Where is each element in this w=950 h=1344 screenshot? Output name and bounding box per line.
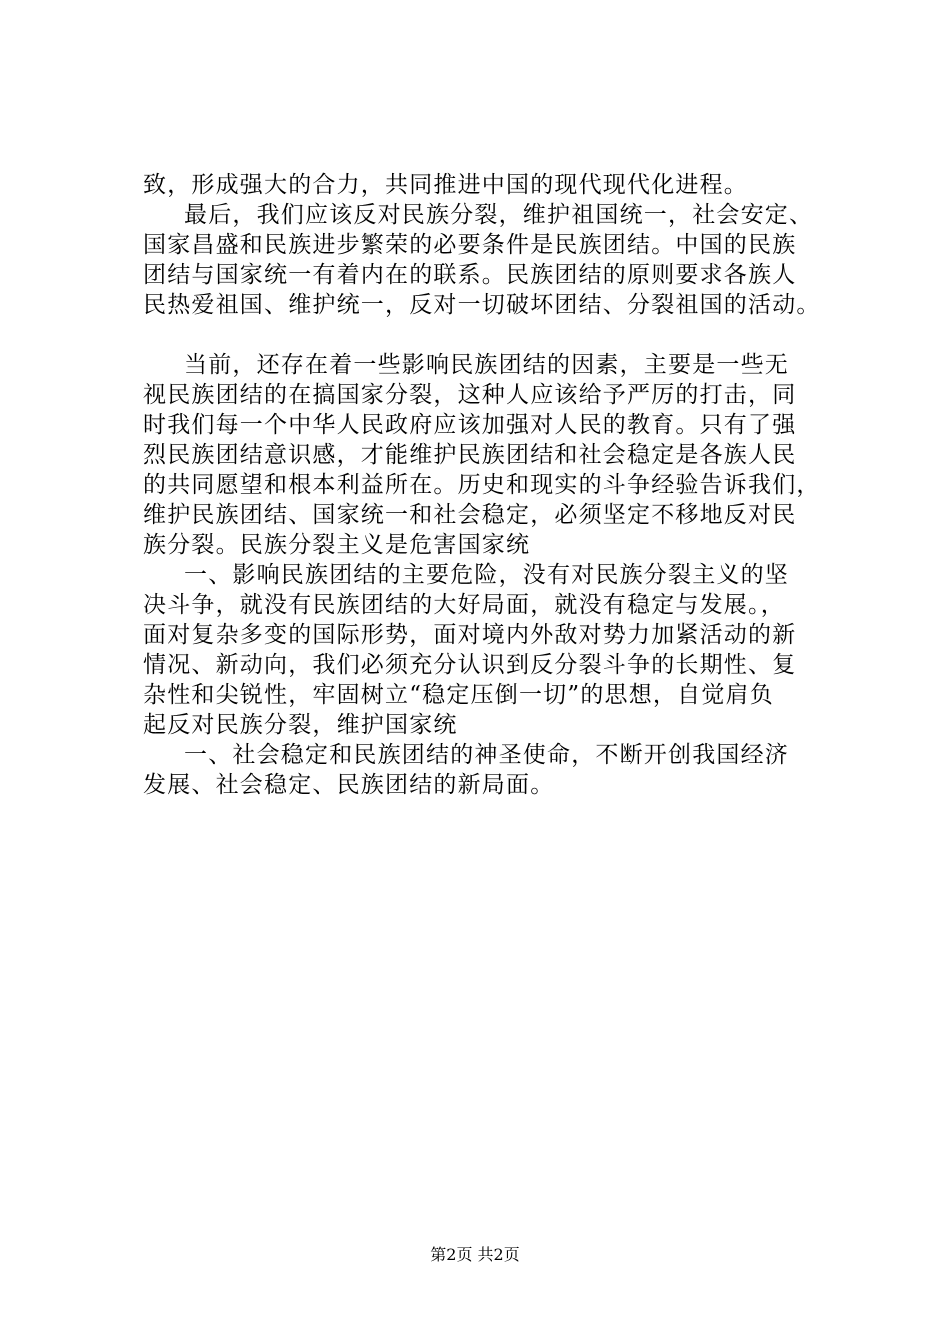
text-line: 团结与国家统一有着内在的联系。民族团结的原则要求各族人	[143, 262, 797, 288]
text-line: 面对复杂多变的国际形势，面对境内外敌对势力加紧活动的新	[143, 622, 797, 648]
text-line: 时我们每一个中华人民政府应该加强对人民的教育。只有了强	[143, 412, 797, 438]
page-number-footer: 第2页 共2页	[430, 1245, 520, 1264]
text-line: 起反对民族分裂，维护国家统	[143, 712, 458, 738]
text-line: 决斗争，就没有民族团结的大好局面，就没有稳定与发展。，	[143, 592, 785, 618]
paragraph-gap	[143, 320, 863, 350]
text-line: 一、影响民族团结的主要危险，没有对民族分裂主义的坚	[184, 562, 789, 588]
text-line: 的共同愿望和根本利益所在。历史和现实的斗争经验告诉我们，	[143, 472, 821, 498]
text-line: 杂性和尖锐性，牢固树立“稳定压倒一切”的思想，自觉肩负	[143, 682, 774, 708]
document-body	[143, 170, 863, 800]
text-line: 情况、新动向，我们必须充分认识到反分裂斗争的长期性、复	[143, 652, 797, 678]
text-line: 一、社会稳定和民族团结的神圣使命，不断开创我国经济	[184, 742, 789, 768]
text-line: 族分裂。民族分裂主义是危害国家统	[143, 532, 531, 558]
text-line: 烈民族团结意识感，才能维护民族团结和社会稳定是各族人民	[143, 442, 797, 468]
text-line: 最后，我们应该反对民族分裂，维护祖国统一，社会安定、	[184, 202, 814, 228]
text-line: 维护民族团结、国家统一和社会稳定，必须坚定不移地反对民	[143, 502, 797, 528]
text-line: 致，形成强大的合力，共同推进中国的现代现代化进程。	[143, 172, 748, 198]
text-line: 当前，还存在着一些影响民族团结的因素，主要是一些无	[184, 352, 789, 378]
text-line: 发展、社会稳定、民族团结的新局面。	[143, 772, 555, 798]
text-line: 视民族团结的在搞国家分裂，这种人应该给予严厉的打击，同	[143, 382, 797, 408]
text-line: 国家昌盛和民族进步繁荣的必要条件是民族团结。中国的民族	[143, 232, 797, 258]
text-line: 民热爱祖国、维护统一，反对一切破坏团结、分裂祖国的活动。	[143, 292, 821, 318]
